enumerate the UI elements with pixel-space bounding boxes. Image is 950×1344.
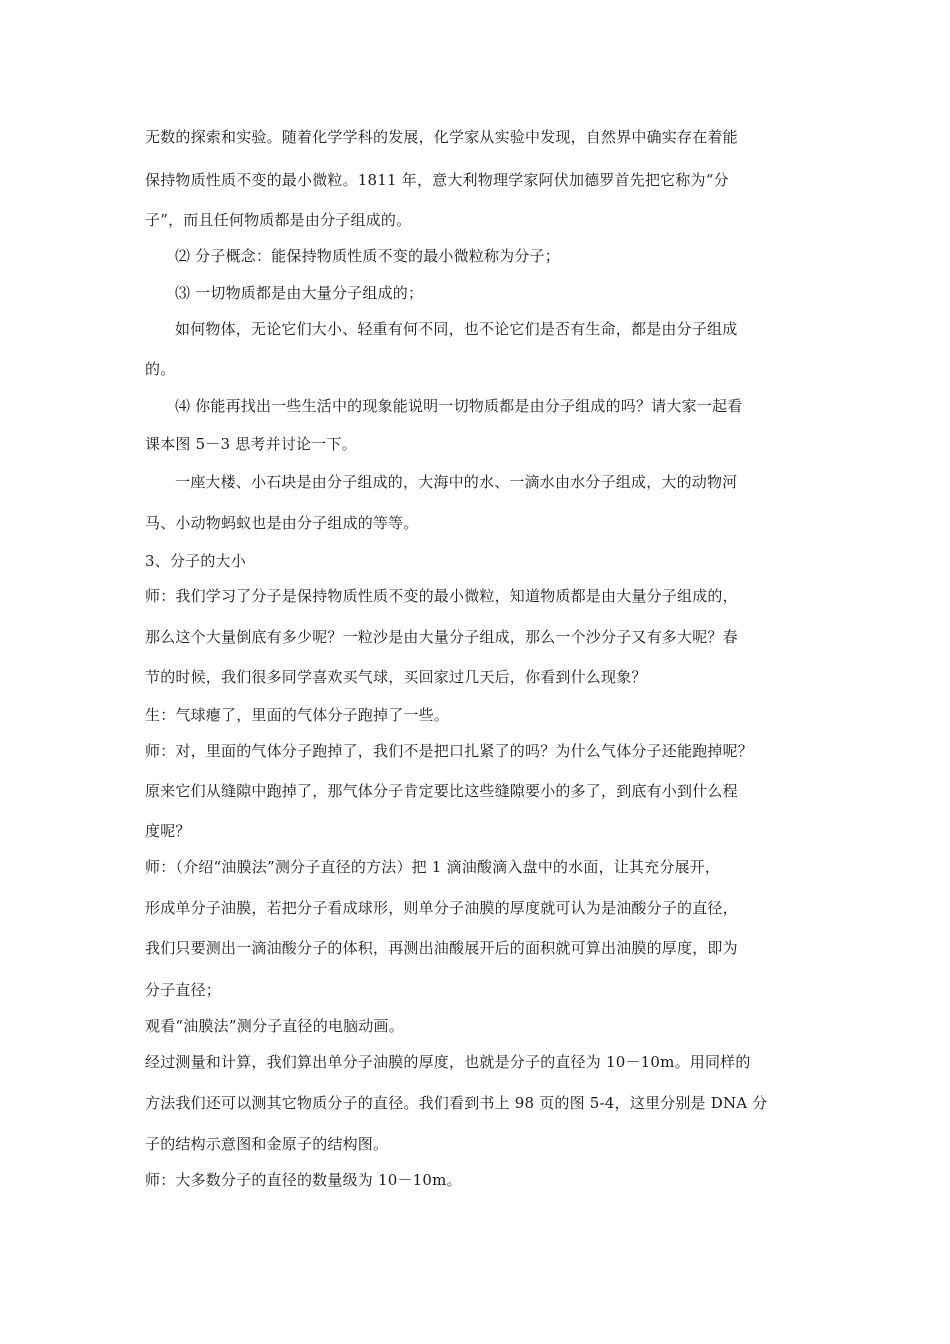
text-line: 观看“油膜法”测分子直径的电脑动画。 (145, 1017, 404, 1035)
text-line: 节的时候，我们很多同学喜欢买气球，买回家过几天后，你看到什么现象？ (145, 668, 647, 686)
text-line: 子”，而且任何物质都是由分子组成的。 (145, 211, 412, 229)
text-line: ⑶ 一切物质都是由大量分子组成的； (175, 284, 424, 302)
text-line: 无数的探索和实验。随着化学学科的发展，化学家从实验中发现，自然界中确实存在着能 (145, 128, 738, 146)
text-line: ⑷ 你能再找出一些生活中的现象能说明一切物质都是由分子组成的吗？请大家一起看 (175, 397, 743, 415)
text-line: 方法我们还可以测其它物质分子的直径。我们看到书上 98 页的图 5-4，这里分别是 DNA 分 (145, 1094, 768, 1112)
text-line: 经过测量和计算，我们算出单分子油膜的厚度，也就是分子的直径为 10－10m。用同样的 (145, 1053, 751, 1071)
text-line: 师：（介绍“油膜法”测分子直径的方法）把 1 滴油酸滴入盘中的水面，让其充分展开， (145, 858, 721, 876)
text-line: 我们只要测出一滴油酸分子的体积，再测出油酸展开后的面积就可算出油膜的厚度，即为 (145, 939, 738, 957)
text-line: 生：气球瘪了，里面的气体分子跑掉了一些。 (145, 706, 450, 724)
text-line: 一座大楼、小石块是由分子组成的，大海中的水、一滴水由水分子组成，大的动物河 (175, 473, 738, 491)
text-line: 如何物体，无论它们大小、轻重有何不同，也不论它们是否有生命，都是由分子组成 (175, 320, 738, 338)
text-line: 分子直径； (145, 981, 222, 999)
text-line: 师：我们学习了分子是保持物质性质不变的最小微粒，知道物质都是由大量分子组成的， (145, 587, 738, 605)
text-line: 形成单分子油膜，若把分子看成球形，则单分子油膜的厚度就可认为是油酸分子的直径， (145, 899, 738, 917)
text-line: 马、小动物蚂蚁也是由分子组成的等等。 (145, 514, 419, 532)
text-line: ⑵ 分子概念：能保持物质性质不变的最小微粒称为分子； (175, 247, 560, 265)
text-line: 师：对，里面的气体分子跑掉了，我们不是把口扎紧了的吗？为什么气体分子还能跑掉呢？ (145, 742, 754, 760)
text-line: 师：大多数分子的直径的数量级为 10－10m。 (145, 1171, 462, 1189)
text-line: 的。 (145, 360, 176, 378)
text-line: 度呢？ (145, 822, 191, 840)
text-line: 那么这个大量倒底有多少呢？一粒沙是由大量分子组成，那么一个沙分子又有多大呢？春 (145, 628, 738, 646)
text-line: 课本图 5－3 思考并讨论一下。 (145, 435, 357, 453)
text-line: 子的结构示意图和金原子的结构图。 (145, 1135, 389, 1153)
text-line: 原来它们从缝隙中跑掉了，那气体分子肯定要比这些缝隙要小的多了，到底有小到什么程 (145, 782, 738, 800)
section-heading: 3、分子的大小 (145, 552, 246, 570)
text-line: 保持物质性质不变的最小微粒。1811 年，意大利物理学家阿伏加德罗首先把它称为“分 (145, 171, 729, 189)
